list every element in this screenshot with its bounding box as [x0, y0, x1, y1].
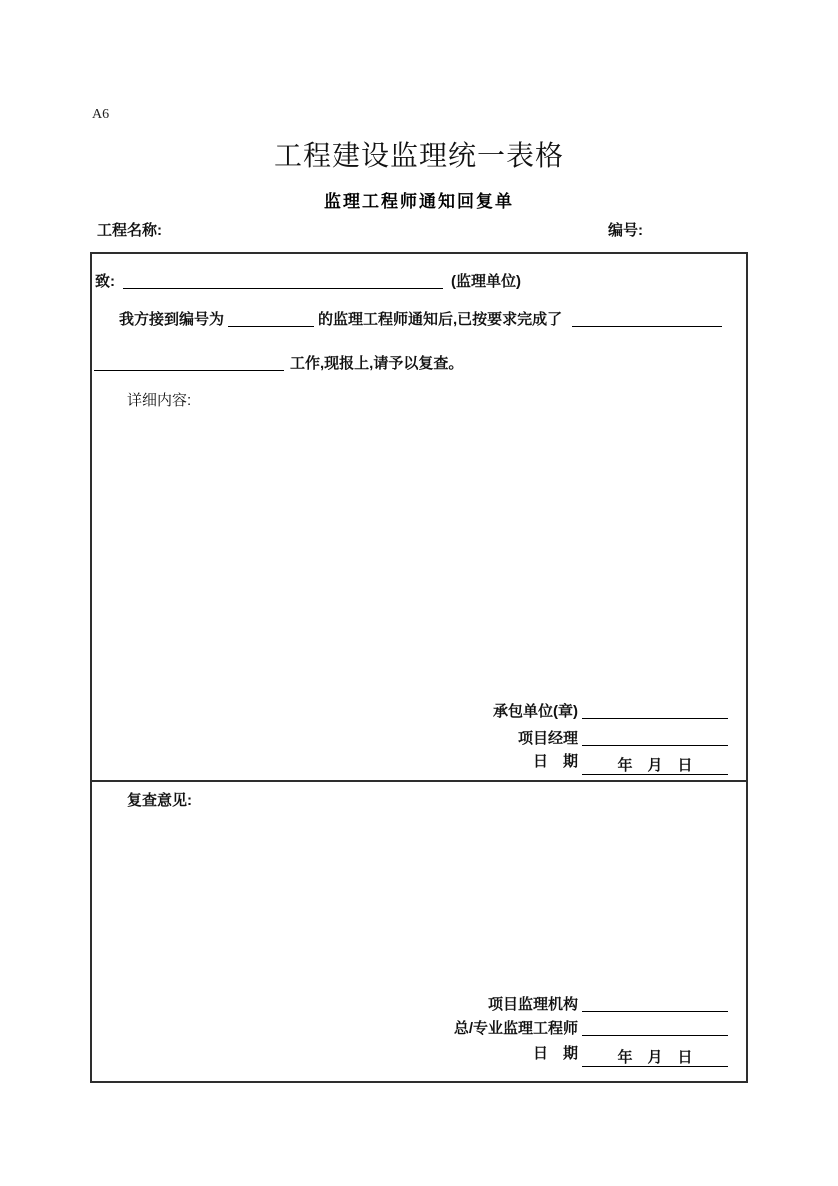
contractor-unit-line	[493, 702, 728, 722]
after-number-text: 的监理工程师通知后,已按要求完成了	[318, 311, 563, 328]
contractor-section	[92, 254, 746, 780]
completed-work-blank-continuation[interactable]	[94, 355, 284, 371]
to-line	[95, 272, 521, 292]
document-subtitle: 监理工程师通知回复单	[324, 192, 514, 211]
project-manager-line	[518, 729, 728, 749]
form-code-label: A6	[92, 107, 110, 122]
supervision-org-label: 项目监理机构	[487, 996, 578, 1013]
supervising-unit-blank[interactable]	[123, 273, 443, 289]
supervising-unit-suffix: (监理单位)	[451, 273, 521, 290]
contractor-unit-blank[interactable]	[582, 703, 728, 719]
received-notice-text: 我方接到编号为	[119, 311, 225, 328]
contractor-date-line	[533, 752, 728, 775]
review-date-line	[533, 1044, 728, 1067]
work-report-text: 工作,现报上,请予以复查。	[290, 355, 464, 372]
contractor-date-blank[interactable]: 年 月 日	[582, 756, 728, 775]
received-notice-line	[119, 310, 722, 330]
supervision-org-line	[488, 995, 728, 1015]
to-label: 致:	[95, 273, 115, 290]
contractor-date-label: 日 期	[532, 753, 578, 770]
supervising-engineer-line	[454, 1019, 728, 1039]
project-manager-blank[interactable]	[582, 730, 728, 746]
project-manager-label: 项目经理	[517, 730, 578, 747]
work-report-line	[94, 354, 463, 374]
review-date-label: 日 期	[532, 1045, 578, 1062]
number-label: 编号:	[608, 222, 643, 239]
notice-number-blank[interactable]	[228, 311, 314, 327]
supervising-engineer-blank[interactable]	[582, 1020, 728, 1036]
project-name-label: 工程名称:	[97, 222, 162, 239]
review-section	[92, 780, 746, 1081]
review-date-blank[interactable]: 年 月 日	[582, 1048, 728, 1067]
completed-work-blank[interactable]	[572, 311, 722, 327]
detail-content-label: 详细内容:	[127, 392, 192, 409]
supervision-org-blank[interactable]	[582, 996, 728, 1012]
document-title: 工程建设监理统一表格	[273, 141, 564, 172]
supervising-engineer-label: 总/专业监理工程师	[453, 1020, 578, 1037]
contractor-unit-label: 承包单位(章)	[493, 703, 578, 720]
review-opinion-label: 复查意见:	[127, 792, 192, 809]
reply-form-box	[90, 252, 748, 1083]
